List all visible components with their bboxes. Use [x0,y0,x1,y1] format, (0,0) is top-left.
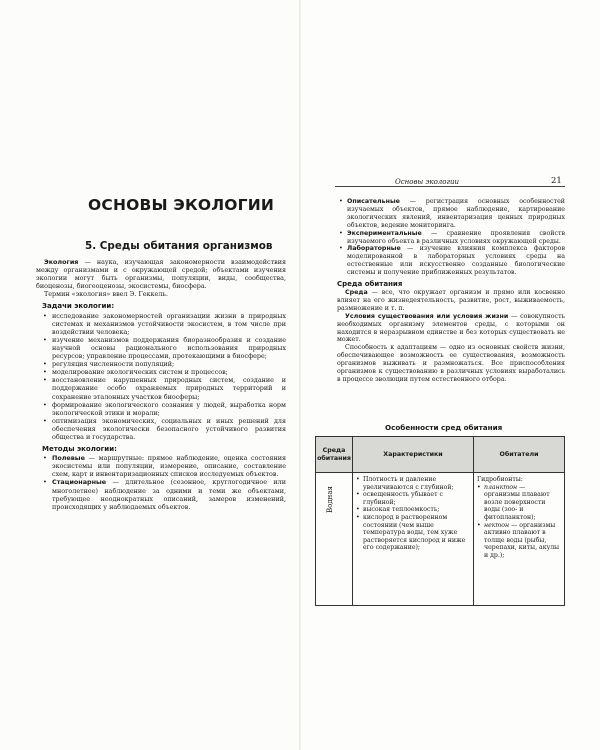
habitat-term: Среда [345,288,368,296]
method-term: Стационарные [52,478,107,487]
left-column [36,258,286,511]
list-item: • моделирование экологических систем и процессов; [36,368,286,376]
methods-heading: Методы экологии: [42,445,117,454]
list-item: • восстановление нарушенных природных систем, создание и поддержание особо охраняемых природных территорий и сохранение эталонных участков биосферы; [36,376,286,400]
table-header: Характеристики [353,437,474,473]
page-number: 21 [551,176,562,186]
table-title: Особенности сред обитания [385,423,503,432]
table-cell-characteristics [353,473,474,606]
list-item: • освещенность убывает с глубиной; [356,491,470,506]
method-text: — маршрутные: прямое наблюдение, оценка состояния экосистемы или популяции, измерение, описание, составление схем, карт и инвентаризационных списков исследуемых объектов. [52,454,286,479]
tasks-heading: Задачи экологии: [42,302,115,311]
list-item [477,484,561,522]
list-item [337,198,565,230]
conditions-definition [337,313,565,345]
tasks-list [36,312,286,442]
table-cell-inhabitants [474,473,565,606]
conditions-term: Условия существования или условия жизни [345,312,509,320]
method-term: Описательные [347,198,400,205]
intro-text: — наука, изучающая закономерности взаимодействия между организмами и с окружающей средой; объектами изучения экологии могут быть организмы, популяции, виды, сообщества, биоценозы, биогеоценозы, экосистемы, биосфера. [36,258,286,291]
conditions-text: — совокупность необходимых организму элементов среды, с которыми он находится в неразрывном единстве и без которых существовать не может. [337,312,565,344]
right-column [337,198,565,384]
method-text: — длительное (сезонное, круглогодичное или многолетнее) наблюдение за одними и теми же объектами, требующее неоднократных описаний, замеров изменений, происходящих у наблюдаемых объектов. [52,478,286,511]
method-text: — сравнение проявления свойств изучаемого объекта в различных условиях окружающей среды. [347,229,565,245]
table-header: Среда обитания [316,437,353,473]
intro-paragraph [36,258,286,290]
list-item [36,454,286,478]
method-term: Лабораторные [347,245,401,253]
list-item: • формирование экологического сознания у людей, выработка норм экологической этики и морали; [36,401,286,417]
section-title: 5. Среды обитания организмов [85,240,273,252]
habitat-definition [337,289,565,313]
habitat-heading: Среда обитания [337,280,403,289]
characteristics-list [356,476,470,552]
habitat-table [315,436,565,606]
list-item: • регуляция численности популяций; [36,360,286,368]
method-term: Экспериментальные [347,229,422,237]
inhabitant-term: нектон [484,521,510,529]
methods-list [36,454,286,511]
table-row [316,473,565,606]
list-item [36,478,286,510]
inhabitant-text: — организмы активно плавают в толще воды (рыбы, черепахи, киты, акулы и др.); [484,521,560,559]
table-cell-habitat [316,473,353,606]
header-rule [335,186,565,187]
intro-term: Экология [44,258,79,266]
list-item: • исследование закономерностей организации жизни в природных системах и механизмов устойчивости экосистем, в том числе при воздействии человека; [36,312,286,336]
row-label: Водная [326,486,334,513]
inhabitant-text: — организмы плавают возле поверхности воды (зоо- и фитопланктон); [484,483,550,521]
list-item [477,522,561,560]
list-item: • Плотность и давление увеличиваются с глубиной; [356,476,470,491]
habitat-text: — все, что окружает организм и прямо или косвенно влияет на его жизнедеятельность, развитие, рост, выживаемость, размножение и т. п. [337,288,565,312]
inhabitants-list [477,484,561,560]
list-item: • изучение механизмов поддержания биоразнообразия и создание научной основы рационального использования природных ресурсов; управление процессами, протекающими в биосфере; [36,336,286,360]
table-header-row [316,437,565,473]
list-item [337,230,565,246]
methods-cont-list [337,198,565,277]
list-item: • оптимизация экономических, социальных и иных решений для обеспечения экологически безопасного устойчивого развития общества и государства. [36,417,286,441]
method-term: Полевые [52,454,85,463]
list-item [337,245,565,277]
inhabitant-term: планктон [484,483,518,491]
intro-note: Термин «экология» ввел Э. Геккель. [44,290,168,299]
table-header: Обитатели [474,437,565,473]
chapter-title: ОСНОВЫ ЭКОЛОГИИ [88,196,275,214]
method-text: — изучение влияния комплекса факторов моделированной в лабораторных условиях среды на естественные или искусственно созданные биологические системы и получение приближенных результатов. [347,245,565,277]
method-text: — регистрация основных особенностей изучаемых объектов, прямое наблюдение, картирование экологических явлений, инвентаризация ценных природных объектов, ведение мониторинга. [347,198,565,229]
list-item: • высокая теплоемкость; [356,506,470,514]
book-fold [299,0,301,750]
inhabitants-intro: Гидробионты: [477,476,523,483]
running-title: Основы экологии [395,178,460,186]
list-item: • кислород в растворенном состоянии (чем выше температура воды, тем хуже растворяется кислород и ниже его содержание); [356,514,470,552]
adaptation-paragraph: Способность к адаптациям — одно из основных свойств жизни, обеспечивающее возможность ее существования, возможность организмов выживать и размножаться. Все приспособления организмов к существованию в различных условиях выработались в процессе эволюции путем естественного отбора. [337,344,565,383]
